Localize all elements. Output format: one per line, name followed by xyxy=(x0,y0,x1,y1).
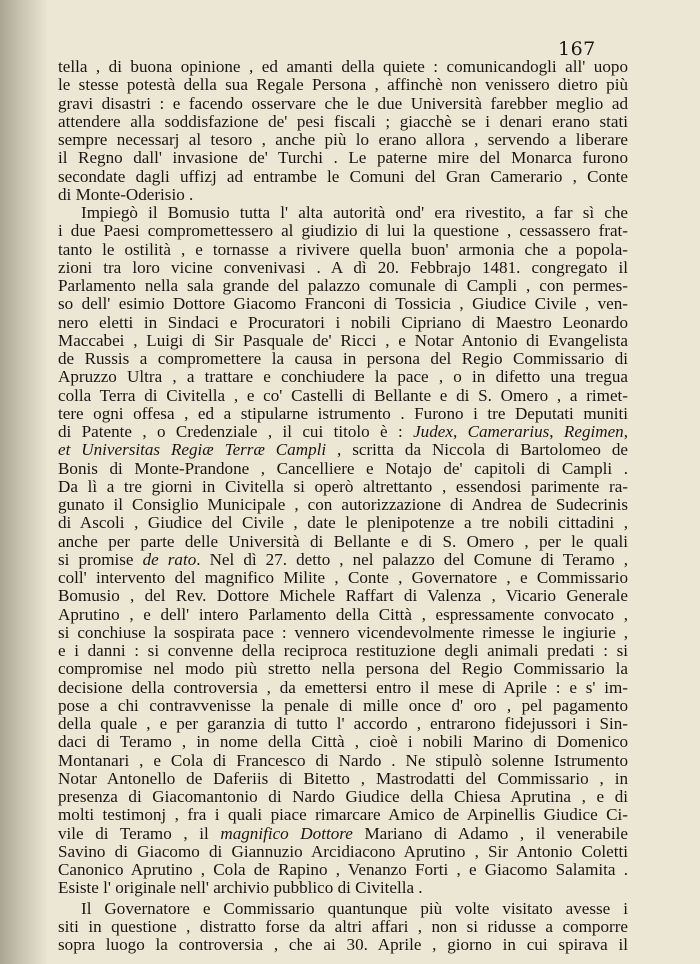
text-line: siti in questione , distratto forse da altri affari , non si ridusse a comporre xyxy=(58,916,628,936)
paragraph-1 xyxy=(58,58,628,204)
text-line: della quale , e per garanzia di tutto l' accordo , entrarono fidejussori i Sin- xyxy=(58,714,628,733)
book-page xyxy=(46,0,700,964)
text-line: so dell' esimio Dottore Giacomo Franconi di Tossicia , Giudice Civile , ven- xyxy=(58,294,628,314)
text-line: sopra luogo la controversia , che ai 30. Aprile , giorno in cui spirava il xyxy=(58,935,628,954)
text-line: anche per parte delle Università di Bellante e di S. Omero , per le quali xyxy=(58,531,628,551)
text-line: i due Paesi compromettessero al giudizio di lui la questione , cessassero frat- xyxy=(58,221,628,241)
body-text xyxy=(58,58,628,954)
text-line: Savino di Giacomo di Giannuzio Arcidiacono Aprutino , Sir Antonio Coletti xyxy=(58,841,628,861)
text-line: de Russis a compromettere la causa in persona del Regio Commissario di xyxy=(58,349,628,368)
paragraph-2 xyxy=(58,204,628,898)
text-line: Apruzzo Ultra , a trattare e conchiudere la pace , o in difetto una tregua xyxy=(58,367,628,387)
text-line: Bonis di Monte-Prandone , Cancelliere e Notajo de' capitoli di Campli . xyxy=(58,458,628,478)
text-line: Notar Antonello de Daferiis di Bitetto , Mastrodatti del Commissario , in xyxy=(58,768,628,788)
text-line: tere ogni offesa , ed a stipularne istrumento . Furono i tre Deputati muniti xyxy=(58,403,628,423)
book-gutter-shadow xyxy=(0,0,46,964)
paragraph-3 xyxy=(58,900,628,955)
text-line: le stesse potestà della sua Regale Persona , affinchè non venissero dietro più xyxy=(58,75,628,95)
text-line: tanto le ostilità , e tornasse a rivivere quella buon' armonia che a popola- xyxy=(58,239,628,259)
text-line: compromise nel modo più stretto nella persona del Regio Commissario la xyxy=(58,659,628,679)
text-line: tella , di buona opinione , ed amanti della quiete : comunicandogli all' uopo xyxy=(58,57,628,76)
text-line: di Monte-Oderisio . xyxy=(58,184,194,204)
text-line: coll' intervento del magnifico Milite , Conte , Governatore , e Commissario xyxy=(58,568,628,587)
text-line: et Universitas Regiæ Terræ Campli , scritta da Niccola di Bartolomeo de xyxy=(58,440,629,460)
text-line: molti testimonj , fra i quali piace rimarcare Amico de Arpinellis Giudice Ci- xyxy=(58,805,628,825)
text-line: Da lì a tre giorni in Civitella si operò altrettanto , essendosi parimente ra- xyxy=(58,476,628,496)
text-line: daci di Teramo , in nome della Città , cioè i nobili Marino di Domenico xyxy=(58,732,628,752)
text-line: sempre necessarj al tesoro , anche più lo erano allora , servendo a liberare xyxy=(58,130,628,149)
text-line: Il Governatore e Commissario quantunque più volte visitato avesse i xyxy=(81,898,628,918)
text-line: vile di Teramo , il magnifico Dottore Mariano di Adamo , il venerabile xyxy=(58,823,628,843)
text-line: Montanari , e Cola di Francesco di Nardo . Ne stipulò solenne Istrumento xyxy=(58,750,628,770)
text-line: decisione della controversia , da emettersi entro il mese di Aprile : e s' im- xyxy=(58,677,628,697)
text-line: Esiste l' originale nell' archivio pubblico di Civitella . xyxy=(58,878,423,898)
text-line: di Patente , o Credenziale , il cui titolo è : Judex, Camerarius, Regimen, xyxy=(58,422,629,441)
text-line: Parlamento nella sala grande del palazzo comunale di Campli , con permes- xyxy=(58,276,628,295)
text-line: presenza di Giacomantonio di Nardo Giudice della Chiesa Aprutina , e di xyxy=(58,787,628,806)
text-line: colla Terra di Civitella , e co' Castelli di Bellante e di S. Omero , a rimet- xyxy=(58,385,628,405)
text-line: gunato il Consiglio Municipale , con autorizzazione di Andrea de Sudecrinis xyxy=(58,495,628,514)
text-line: e i danni : si convenne della reciproca restituzione degli animali predati : si xyxy=(58,641,628,660)
text-line: secondate dagli uffizj ad entrambe le Comuni del Gran Camerario , Conte xyxy=(58,166,628,186)
text-line: attendere alla soddisfazione de' pesi fiscali ; giacchè se i denari erano stati xyxy=(58,111,628,131)
text-line: nero eletti in Sindaci e Procuratori i nobili Cipriano di Maestro Leonardo xyxy=(58,312,628,332)
text-line: Maccabei , Luigi di Sir Pasquale de' Ricci , e Notar Antonio di Evangelista xyxy=(58,330,628,350)
text-line: Aprutino , e dell' intero Parlamento della Città , espressamente convocato , xyxy=(58,604,628,624)
text-line: si promise de rato. Nel dì 27. detto , nel palazzo del Comune di Teramo , xyxy=(58,549,629,569)
text-line: Canonico Aprutino , Cola de Rapino , Venanzo Forti , e Giacomo Salamita . xyxy=(58,860,628,879)
text-line: Bomusio , del Rev. Dottore Michele Raffart di Valenza , Vicario Generale xyxy=(58,586,628,606)
text-line: di Ascoli , Giudice del Civile , date le plenipotenze a tre nobili cittadini , xyxy=(58,513,628,533)
text-line: il Regno dall' invasione de' Turchi . Le paterne mire del Monarca furono xyxy=(58,148,628,168)
text-line: si conchiuse la sospirata pace : vennero vicendevolmente rimesse le ingiurie , xyxy=(58,622,628,642)
text-line: Impiegò il Bomusio tutta l' alta autorità ond' era rivestito, a far sì che xyxy=(81,203,628,222)
text-line: zioni tra loro vicine convenivasi . A dì 20. Febbrajo 1481. congregato il xyxy=(58,257,628,277)
text-line: gravi disastri : e facendo osservare che le due Università farebber meglio ad xyxy=(58,93,628,113)
text-line: pose a chi contravvenisse la penale di mille once d' oro , pel pagamento xyxy=(58,695,628,715)
page-number: 167 xyxy=(558,38,596,60)
